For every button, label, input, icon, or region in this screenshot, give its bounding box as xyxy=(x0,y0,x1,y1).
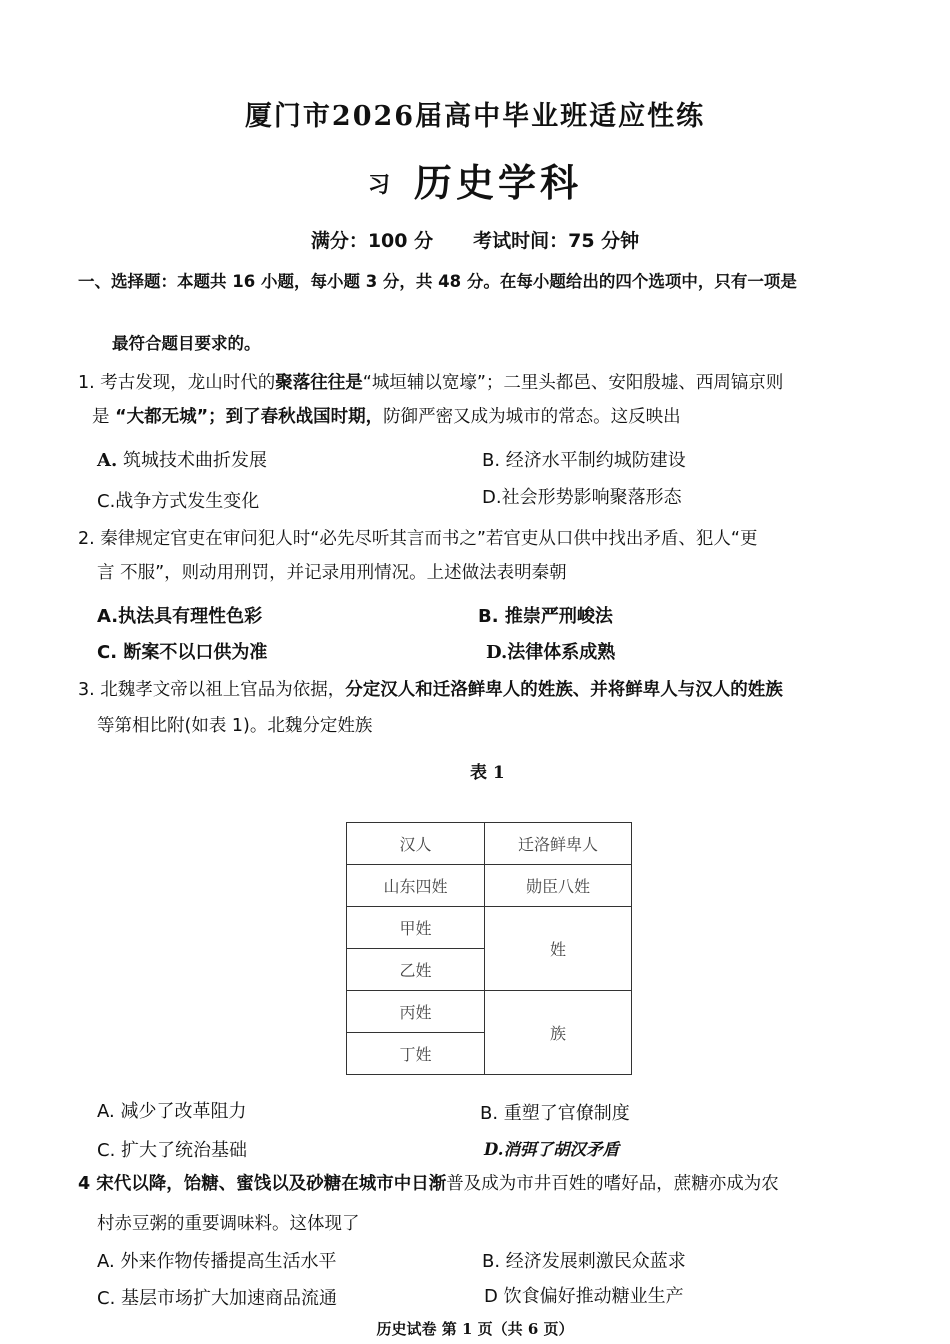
q3-text-a: 3. 北魏孝文帝以祖上官品为依据， xyxy=(78,680,346,700)
q1-stem-line2 xyxy=(92,403,681,428)
q1-option-c[interactable]: C.战争方式发生变化 xyxy=(97,491,260,512)
q2-option-b[interactable]: B. 推崇严刑峻法 xyxy=(478,606,613,627)
q3-option-c[interactable]: C. 扩大了统治基础 xyxy=(97,1140,248,1161)
q3-option-d[interactable]: D.消弭了胡汉矛盾 xyxy=(484,1140,619,1159)
table-cell: 勋臣八姓 xyxy=(485,865,632,907)
q1-text-a: 1. 考古发现，龙山时代的 xyxy=(78,373,276,393)
q3-stem-line2: 等第相比附(如表 1)。北魏分定姓族 xyxy=(97,716,373,736)
q4-text-b: 普及成为市井百姓的嗜好品，蔗糖亦成为农 xyxy=(446,1174,779,1194)
subject-title: 历史学科 xyxy=(414,161,583,205)
q1-option-b[interactable]: B. 经济水平制约城防建设 xyxy=(482,450,686,471)
q1-text-c: “城垣辅以宽壕”；二里头都邑、安阳殷墟、西周镐京则 xyxy=(362,373,784,393)
q4-option-c[interactable]: C. 基层市场扩大加速商品流通 xyxy=(97,1288,338,1309)
q3-option-b[interactable]: B. 重塑了官僚制度 xyxy=(480,1103,630,1124)
q1-text-d: 是 xyxy=(92,407,116,427)
q4-option-d[interactable]: D 饮食偏好推动糖业生产 xyxy=(484,1286,684,1307)
table-cell: 丙姓 xyxy=(347,991,485,1033)
table-cell: 山东四姓 xyxy=(347,865,485,907)
q4-stem-line1 xyxy=(78,1170,779,1195)
q1-text-f: 防御严密又成为城市的常态。这反映出 xyxy=(383,407,681,427)
q4-text-a: 4 宋代以降，饴糖、蜜饯以及砂糖在城市中日渐 xyxy=(78,1174,447,1194)
q3-option-a[interactable]: A. 减少了改革阻力 xyxy=(97,1101,247,1122)
q1-text-e: “大都无城”；到了春秋战国时期， xyxy=(115,407,384,427)
table-header-xianbei: 迁洛鲜卑人 xyxy=(485,823,632,865)
q3-text-b: 分定汉人和迁洛鲜卑人的姓族、并将鲜卑人与汉人的姓族 xyxy=(345,680,783,700)
q1-text-b: 聚落往往是 xyxy=(275,373,363,393)
q4-option-b[interactable]: B. 经济发展刺激民众蓝求 xyxy=(482,1251,686,1272)
table-cell-merged: 族 xyxy=(485,991,632,1075)
q3-stem-line1 xyxy=(78,676,783,701)
q2-stem-line2: 言 不服”，则动用刑罚，并记录用刑情况。上述做法表明秦朝 xyxy=(97,563,567,583)
title-line-1: 厦门市2026届高中毕业班适应性练 xyxy=(244,101,706,132)
table-cell: 甲姓 xyxy=(347,907,485,949)
table-title: 表 1 xyxy=(470,763,505,783)
surname-table xyxy=(346,822,632,1075)
title-line-2-small: 习 xyxy=(367,173,390,198)
q4-option-a[interactable]: A. 外来作物传播提高生活水平 xyxy=(97,1251,337,1272)
section-heading-cont: 最符合题目要求的。 xyxy=(112,334,261,353)
title-line-2 xyxy=(0,152,950,207)
q2-option-c[interactable]: C. 断案不以口供为准 xyxy=(97,642,268,663)
q2-option-a[interactable]: A.执法具有理性色彩 xyxy=(97,606,263,627)
q4-stem-line2: 村赤豆粥的重要调味料。这体现了 xyxy=(97,1214,360,1234)
table-cell: 乙姓 xyxy=(347,949,485,991)
q1-option-d[interactable]: D.社会形势影响聚落形态 xyxy=(482,487,682,508)
page-footer: 历史试卷 第 1 页（共 6 页） xyxy=(376,1320,574,1338)
full-score: 满分：100 分 xyxy=(310,230,434,252)
exam-time: 考试时间：75 分钟 xyxy=(473,230,640,252)
q1-option-a-text: 筑城技术曲折发展 xyxy=(117,450,267,471)
table-cell: 丁姓 xyxy=(347,1033,485,1075)
table-cell-merged: 姓 xyxy=(485,907,632,991)
score-info xyxy=(0,226,950,253)
q1-option-a-letter: A. xyxy=(97,450,118,471)
q2-stem-line1: 2. 秦律规定官吏在审问犯人时“必先尽听其言而书之”若官吏从口供中找出矛盾、犯人“更 xyxy=(78,529,758,549)
table-header-han: 汉人 xyxy=(347,823,485,865)
q2-option-d[interactable]: D.法律体系成熟 xyxy=(486,642,616,663)
q1-stem-line1 xyxy=(78,369,783,394)
q1-option-a[interactable] xyxy=(97,446,267,472)
section-heading: 一、选择题：本题共 16 小题，每小题 3 分，共 48 分。在每小题给出的四个选项中，只有一项是 xyxy=(78,272,797,291)
